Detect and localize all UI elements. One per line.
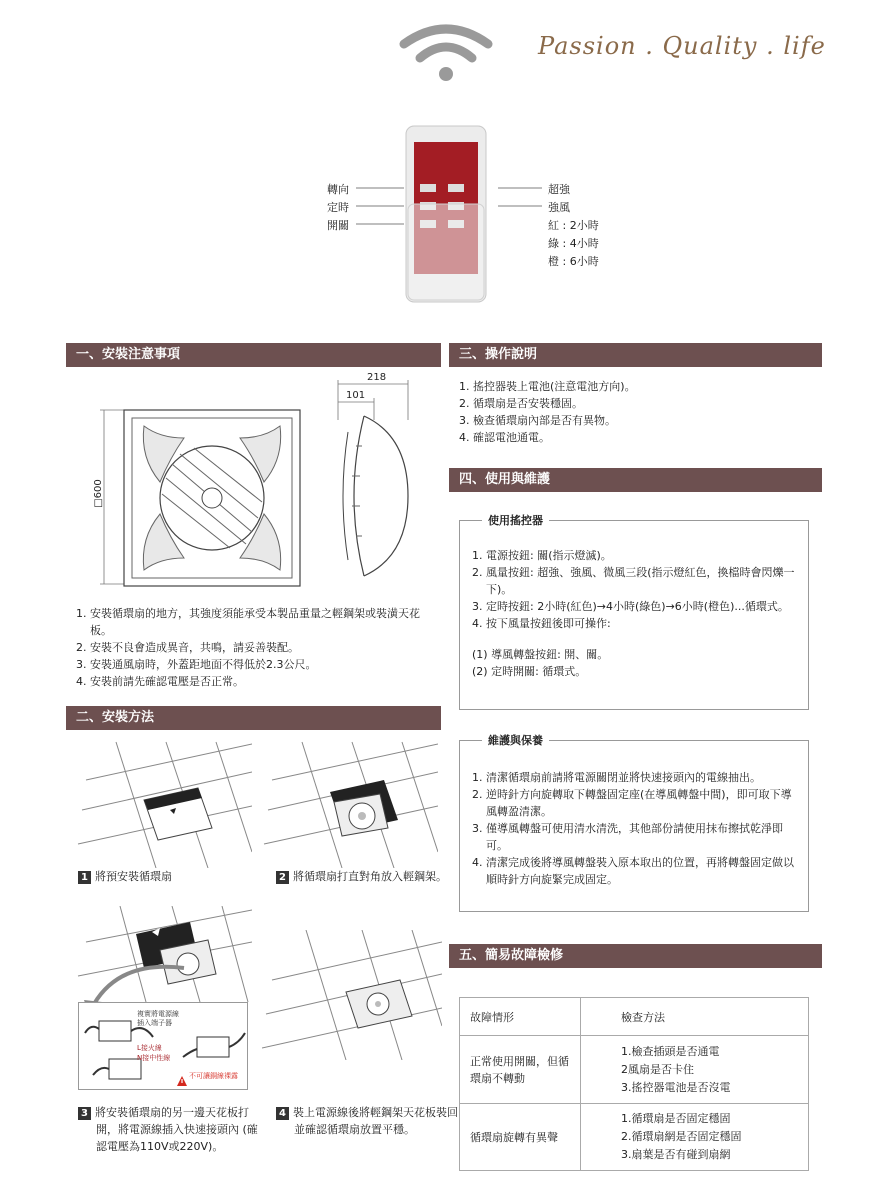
section-install-notes-title: 一、安裝注意事項 — [66, 343, 441, 367]
remote-usage-list — [472, 547, 798, 680]
step-number-badge: 1 — [78, 871, 91, 884]
list-item: 4. 按下風量按鈕後即可操作: — [472, 617, 611, 630]
list-item: 3. 安裝通風扇時，外蓋距地面不得低於2.3公尺。 — [76, 658, 317, 671]
operation-list — [459, 378, 819, 446]
dimension-101-label: 101 — [346, 390, 366, 401]
table-cell-issue: 循環扇旋轉有異聲 — [460, 1104, 581, 1171]
list-item: 4. 清潔完成後將導風轉盤裝入原本取出的位置，再將轉盤固定做以順時針方向旋緊完成固定。 — [472, 856, 794, 886]
check-item: 1.循環扇是否固定穩固 — [621, 1112, 731, 1125]
section-troubleshooting-title: 五、簡易故障檢修 — [449, 944, 822, 968]
check-item: 3.搖控器電池是否沒電 — [621, 1080, 731, 1094]
list-item: 4. 確認電池通電。 — [459, 431, 550, 444]
table-header-cell: 檢查方法 — [581, 998, 809, 1036]
list-item: 3. 檢查循環扇內部是否有異物。 — [459, 414, 616, 427]
section-install-method-title: 二、安裝方法 — [66, 706, 441, 730]
step-text: 將預安裝循環扇 — [95, 870, 172, 883]
dimension-218-label: 218 — [367, 372, 387, 383]
step-number-badge: 2 — [276, 871, 289, 884]
step4-ceiling-drawing — [262, 930, 442, 1060]
dimension-600-label: □600 — [92, 479, 104, 508]
section-operation-title: 三、操作說明 — [449, 343, 822, 367]
list-item: 1. 電源按鈕: 關(指示燈滅)。 — [472, 549, 612, 562]
list-item: 2. 安裝不良會造成異音，共鳴，請妥善裝配。 — [76, 641, 299, 654]
wiring-warning: 不可讓銅線裸露 — [189, 1072, 238, 1080]
table-cell-checks — [581, 1036, 809, 1104]
step-number-badge: 3 — [78, 1107, 91, 1120]
remote-label-super: 超強 — [548, 183, 570, 196]
wifi-icon — [398, 20, 494, 82]
step1-caption — [78, 868, 248, 885]
step2-caption — [276, 868, 454, 885]
table-header-cell: 故障情形 — [460, 998, 581, 1036]
brand-slogan: Passion . Quality . life — [538, 32, 826, 60]
wiring-label: 插入端子器 — [137, 1019, 172, 1027]
list-item: 3. 僅導風轉盤可使用清水清洗，其他部份請使用抹布擦拭乾淨即可。 — [472, 822, 783, 852]
step-text: 裝上電源線後將輕鋼架天花板裝回並確認循環扇放置平穩。 — [293, 1106, 458, 1136]
remote-label-direction: 轉向 — [327, 183, 349, 196]
wiring-label-neutral: N接中性線 — [137, 1054, 171, 1062]
remote-usage-box-title: 使用搖控器 — [482, 512, 549, 528]
list-item: 2. 風量按鈕: 超強、強風、微風三段(指示燈紅色，換檔時會閃爍一下)。 — [472, 566, 795, 596]
list-item: 1. 搖控器裝上電池(注意電池方向)。 — [459, 380, 636, 393]
warning-icon — [177, 1071, 187, 1081]
list-item: 2. 循環扇是否安裝穩固。 — [459, 397, 583, 410]
wiring-label: 複實將電源線 — [137, 1010, 179, 1018]
check-item: 1.檢查插頭是否通電 — [621, 1044, 720, 1058]
remote-label-timer: 定時 — [327, 201, 349, 214]
table-row — [460, 1104, 809, 1171]
check-item: 2風扇是否卡住 — [621, 1062, 694, 1076]
remote-label-power: 開關 — [327, 219, 349, 232]
wiring-diagram — [78, 1002, 248, 1090]
wiring-label-live: L接火線 — [137, 1044, 162, 1052]
step3-caption — [78, 1104, 268, 1155]
remote-label-red: 紅 : 2小時 — [548, 219, 599, 232]
maintenance-list — [472, 769, 800, 888]
section-usage-maintenance-title: 四、使用與維護 — [449, 468, 822, 492]
list-item: 2. 逆時針方向旋轉取下轉盤固定座(在導風轉盤中間)，即可取下導風轉盈清潔。 — [472, 788, 792, 818]
step4-caption — [276, 1104, 460, 1138]
remote-label-orange: 橙 : 6小時 — [548, 255, 599, 268]
list-item: (2) 定時開關: 循環式。 — [472, 665, 587, 678]
remote-label-green: 綠 : 4小時 — [548, 237, 599, 250]
maintenance-box-title: 維護與保養 — [482, 732, 549, 748]
list-item: (1) 導風轉盤按鈕: 開、關。 — [472, 648, 609, 661]
remote-label-strong: 強風 — [548, 201, 570, 214]
step-text: 將循環扇打直對角放入輕鋼架。 — [293, 870, 447, 883]
list-item: 1. 安裝循環扇的地方，其強度須能承受本製品重量之輕鋼架或裝潢天花板。 — [76, 607, 420, 637]
step-text: 將安裝循環扇的另一邊天花板打開，將電源線插入快速接頭內 (確認電壓為110V或220V)。 — [95, 1106, 258, 1153]
table-row — [460, 1036, 809, 1104]
install-notes-list — [76, 605, 438, 690]
fan-side-drawing — [328, 376, 418, 586]
table-cell-issue: 正常使用開關，但循環扇不轉動 — [460, 1036, 581, 1104]
remote-leader-lines — [352, 180, 562, 230]
remote-usage-box — [459, 514, 809, 710]
table-cell-checks — [581, 1104, 809, 1171]
check-item: 3.扇葉是否有碰到扇網 — [621, 1148, 731, 1161]
maintenance-box — [459, 734, 809, 912]
troubleshooting-table — [459, 997, 809, 1171]
step-number-badge: 4 — [276, 1107, 289, 1120]
check-item: 2.循環扇網是否固定穩固 — [621, 1130, 742, 1143]
list-item: 3. 定時按鈕: 2小時(紅色)→4小時(綠色)→6小時(橙色)...循環式。 — [472, 600, 789, 613]
fan-front-drawing — [100, 398, 310, 600]
list-item: 4. 安裝前請先確認電壓是否正常。 — [76, 675, 244, 688]
list-item: 1. 清潔循環扇前請將電源關閉並將快速接頭內的電線抽出。 — [472, 771, 761, 784]
table-header-row — [460, 998, 809, 1036]
step1-ceiling-drawing — [76, 740, 252, 868]
step2-ceiling-drawing — [262, 740, 438, 868]
